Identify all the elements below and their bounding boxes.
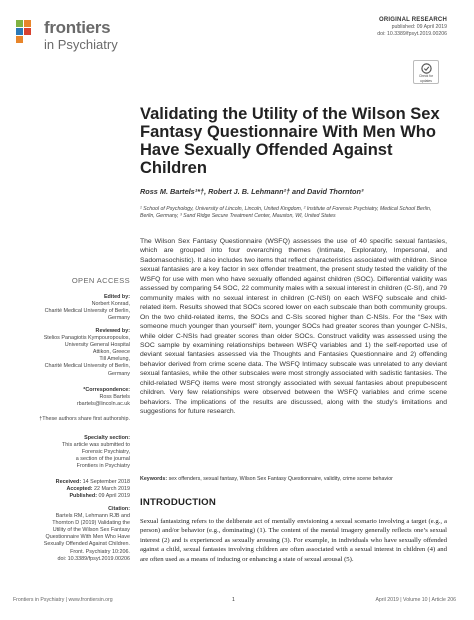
- footer-volume: April 2019 | Volume 10 | Article 206: [375, 597, 456, 603]
- specialty-line: Forensic Psychiatry,: [81, 449, 130, 456]
- reviewed-label: Reviewed by:: [95, 328, 130, 334]
- specialty-label: Specialty section:: [84, 435, 130, 441]
- reviewed-by-block: [25, 328, 130, 378]
- logo-subtitle: in Psychiatry: [44, 37, 118, 52]
- specialty-block: [25, 435, 130, 470]
- section-heading-introduction: INTRODUCTION: [140, 497, 216, 508]
- dates-block: [25, 479, 130, 500]
- affiliation-line: Berlin, Germany, ³ Sand Ridge Secure Treatment Center, Mauston, WI, United States: [140, 213, 336, 220]
- article-title: Validating the Utility of the Wilson Sex Fantasy Questionnaire With Men Who Have Sexually Offended Against Children: [140, 105, 440, 177]
- affiliation-line: ¹ School of Psychology, University of Lincoln, Lincoln, United Kingdom, ² Institute of Forensic Psychiatry, Medical School Berlin,: [140, 206, 432, 212]
- specialty-line: Frontiers in Psychiatry: [76, 463, 130, 470]
- editor-line: Norbert Konrad,: [91, 301, 130, 308]
- check-label-2: updates: [420, 78, 432, 83]
- doi[interactable]: doi: 10.3389/fpsyt.2019.00206: [377, 31, 447, 37]
- citation-line: Questionnaire With Men Who Have: [45, 534, 130, 541]
- frontiers-logo-icon: [14, 18, 44, 48]
- keywords-label: Keywords:: [140, 476, 168, 482]
- correspondence-email[interactable]: rbartels@lincoln.ac.uk: [76, 401, 130, 408]
- correspondence-label: *Correspondence:: [83, 387, 130, 393]
- keywords-list: sex offenders, sexual fantasy, Wilson Sex Fantasy Questionnaire, validity, crime scene behavior: [168, 476, 393, 482]
- editor-line: Charité Medical University of Berlin,: [44, 308, 130, 315]
- citation-line: Front. Psychiatry 10:206.: [70, 548, 130, 555]
- affiliations: [140, 206, 445, 221]
- page-number: 1: [232, 597, 235, 603]
- reviewer-line: Stelios Panagiotis Kympouropoulos,: [43, 335, 130, 342]
- update-icon: [421, 63, 432, 74]
- reviewer-line: Till Amelung,: [99, 356, 130, 363]
- correspondence-block: [25, 387, 130, 408]
- specialty-line: This article was submitted to: [61, 442, 130, 449]
- keywords: [140, 476, 450, 482]
- accepted-label: Accepted:: [66, 486, 93, 493]
- received-date: 14 September 2018: [82, 479, 130, 485]
- check-label-1: Check for: [418, 74, 434, 78]
- editor-line: Germany: [107, 315, 130, 322]
- citation-line: Thornton D (2019) Validating the: [52, 520, 130, 527]
- citation-line: Bartels RM, Lehmann RJB and: [55, 513, 130, 520]
- specialty-line: a section of the journal: [75, 456, 130, 463]
- published-date: published: 09 April 2019: [391, 24, 447, 30]
- equal-contribution-note: †These authors share first authorship.: [39, 416, 130, 422]
- logo-name: frontiers: [44, 18, 111, 37]
- open-access-label: OPEN ACCESS: [71, 276, 130, 285]
- reviewer-line: Germany: [107, 370, 130, 377]
- correspondence-name: Ross Bartels: [99, 394, 130, 401]
- accepted-date: 22 March 2019: [94, 486, 130, 493]
- published-date-side: 09 April 2019: [98, 493, 130, 500]
- article-meta: [377, 17, 447, 38]
- published-label: Published:: [69, 493, 98, 500]
- received-label: Received:: [55, 479, 82, 485]
- article-type: ORIGINAL RESEARCH: [379, 17, 447, 23]
- journal-logo: [14, 17, 154, 55]
- citation-line: Sexually Offended Against Children.: [43, 541, 130, 548]
- citation-block: [25, 506, 130, 563]
- abstract: The Wilson Sex Fantasy Questionnaire (WSFQ) assesses the use of 40 specific sexual fantasies, which are grouped into four overarching themes (Intimate, Exploratory, Impersonal, and Sadomasochistic). It also includes two items that reflect characteristics associated with children. Since sexual fantasies are a key factor in sex offender treatment, the present study tested the validity of the WSFQ for use with men who have sexually offended against children (SOC). Differential validity was assessed by comparing 54 SOC, 22 community males with a sexual interest in children (C-SI), and 79 community males with no sexual interest in children (C-NSI) on each WSFQ subscale and child-related item. Results showed that SOCs scored lower on each subscale than both community groups. On the two child-related items, the SOCs and C-SIs scored higher than C-NSIs. For the “Sex with someone much younger than yourself” item, younger SOCs had greater scores than younger C-NSIs, while older C-NSIs had greater scores than older SOCs. Construct validity was assessed using the SOC sample by examining relationships between WSFQ variables and 1) the self-reported use of deviant sexual fantasies assessed via the Thoughts and Fantasies Questionnaire and 2) offending behavior derived from crime scene data. The WSFQ Intimacy subscale was unrelated to any deviant sexual fantasies, while the other subscales were most strongly associated with sadistic fantasies. The child-related WSFQ items were most strongly associated with sexual fantasies about prepubescent children. Very few relationships were observed between the WSFQ variables and crime scene behaviors. The implications of the results are discussed, along with the study’s limitations and suggestions for future research.: [140, 238, 447, 416]
- introduction-paragraph: Sexual fantasizing refers to the deliberate act of mentally envisioning a sexual scenario involving a target (e.g., a person) and/or behavior (e.g., dominating) (1). The content of the mental imagery generally reflects one’s sexual interest (2) and is experienced as sexually arousing (3). For example, in individuals who have sexually offended against a child, sexual fantasies involving children are often associated with a sexual interest in children (4) and are often used as a means of inducing or enhancing a state of sexual arousal (5).: [140, 518, 447, 563]
- reviewer-line: Attikon, Greece: [92, 349, 130, 356]
- edited-label: Edited by:: [103, 294, 130, 300]
- citation-line[interactable]: doi: 10.3389/fpsyt.2019.00206: [57, 555, 130, 562]
- authors[interactable]: Ross M. Bartels¹*†, Robert J. B. Lehmann²† and David Thornton³: [140, 187, 364, 196]
- reviewer-line: University General Hospital: [64, 342, 130, 349]
- footer-journal[interactable]: Frontiers in Psychiatry | www.frontiersin.org: [13, 597, 113, 603]
- citation-line: Utility of the Wilson Sex Fantasy: [52, 527, 130, 534]
- citation-label: Citation:: [108, 506, 130, 512]
- check-for-updates-badge[interactable]: [413, 60, 439, 84]
- reviewer-line: Charité Medical University of Berlin,: [44, 363, 130, 370]
- edited-by-block: [25, 294, 130, 322]
